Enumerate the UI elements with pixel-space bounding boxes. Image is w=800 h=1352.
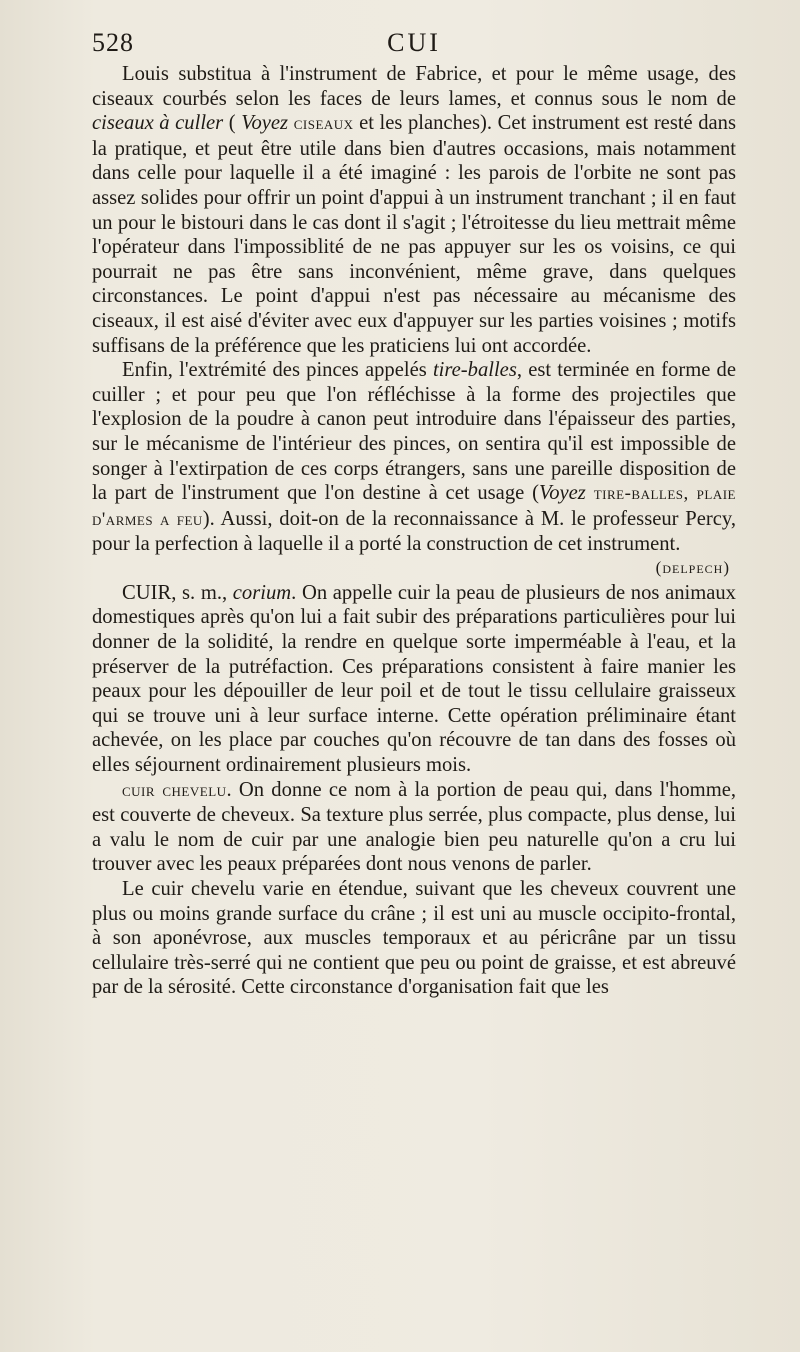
text-run: ( bbox=[223, 112, 242, 135]
italic-term: Voyez bbox=[538, 482, 586, 505]
body-text bbox=[92, 62, 736, 1000]
text-run: ). Aussi, doit-on de la reconnaissance à M. le professeur Percy, pour la perfection à laquelle il a porté la construction de cet instrument. bbox=[92, 507, 736, 556]
italic-term: Voyez bbox=[241, 112, 289, 135]
text-run: , est terminée en forme de cuiller ; et pour peu que l'on réfléchisse à la forme des projectiles que l'explosion de la poudre à canon peut introduire dans l'épaisseur des parties, sur le mécanisme de l'intérieur des pinces, on sentira qu'il est impossible de songer à l'extirpation de ces corps étrangers, sans une pareille disposition de la part de l'instrument que l'on destine à cet usage ( bbox=[92, 359, 736, 505]
paragraph-cuir bbox=[92, 581, 736, 778]
entry-headword: CUIR bbox=[122, 581, 172, 604]
paragraph-cuir-chevelu-description bbox=[92, 877, 736, 1000]
paragraph-ciseaux bbox=[92, 62, 736, 358]
text-run: . On donne ce nom à la portion de peau qui, dans l'homme, est couverte de cheveux. Sa texture plus serrée, plus compacte, plus dense, lui a valu le nom de cuir par une analogie bien peu naturelle qu'on a cru lui trouver avec les peaux préparées dont nous venons de parler. bbox=[92, 778, 737, 876]
paragraph-cuir-chevelu bbox=[92, 778, 736, 877]
cross-reference: tire-balles, plaie d'armes a feu bbox=[92, 483, 736, 530]
cross-reference: ciseaux bbox=[288, 113, 354, 135]
text-run: , s. m., bbox=[171, 581, 233, 604]
italic-term: corium bbox=[232, 581, 292, 604]
running-head: CUI bbox=[387, 28, 441, 57]
text-run: Le cuir chevelu varie en étendue, suivant que les cheveux couvrent une plus ou moins grande surface du crâne ; il est uni au muscle occipito-frontal, à son aponévrose, aux muscles temporaux et au péricrâne par un tissu cellulaire très-serré qui ne contient que peu ou point de graisse, et est abreuvé par de la sérosité. Cette circonstance d'organisation fait que les bbox=[92, 878, 736, 999]
text-run: Enfin, l'extrémité des pinces appelés bbox=[122, 359, 433, 382]
italic-term: tire-balles bbox=[432, 359, 517, 382]
page-number: 528 bbox=[92, 28, 134, 57]
page-header bbox=[92, 28, 736, 62]
subentry-headword: cuir chevelu bbox=[122, 779, 227, 801]
paragraph-tire-balles bbox=[92, 358, 736, 557]
text-run: Louis substitua à l'instrument de Fabrice, et pour le même usage, des ciseaux courbés selon les faces de leurs lames, et connus sous le nom de bbox=[92, 63, 736, 110]
text-run: . On appelle cuir la peau de plusieurs de nos animaux domestiques après qu'on lui a fait subir des préparations particulières pour lui donner de la solidité, la rendre en quelque sorte imperméable à l'eau, et la préserver de la putréfaction. Ces préparations consistent à faire manier les peaux pour les dépouiller de leur poil et de tout le tissu cellulaire graisseux qui se trouve uni à leur surface interne. Cette opération préliminaire étant achevée, on les place par couches qu'on récouvre de tan dans des fosses où elles séjournent ordinairement plusieurs mois. bbox=[92, 581, 736, 777]
italic-term: ciseaux à culler bbox=[92, 112, 224, 135]
author-signature: (delpech) bbox=[655, 557, 730, 577]
text-run: et les planches). Cet instrument est resté dans la pratique, et peut être utile dans bien d'autres occasions, mais notamment dans celle pour laquelle il a été imaginé : les parois de l'orbite ne sont pas assez solides pour offrir un point d'appui à un instrument tranchant ; il en faut un pour le bistouri dans le cas dont il s'agit ; l'étroitesse du lieu mettrait même l'opérateur dans l'impossiblité de ne pas appuyer sur les os voisins, ce qui pourrait ne pas être sans inconvénient, même grave, dans quelques circonstances. Le point d'appui n'est pas nécessaire au mécanisme des ciseaux, il est aisé d'éviter avec eux d'appuyer sur les parties voisines ; motifs suffisans de la préférence que les praticiens lui ont accordée. bbox=[92, 112, 736, 357]
